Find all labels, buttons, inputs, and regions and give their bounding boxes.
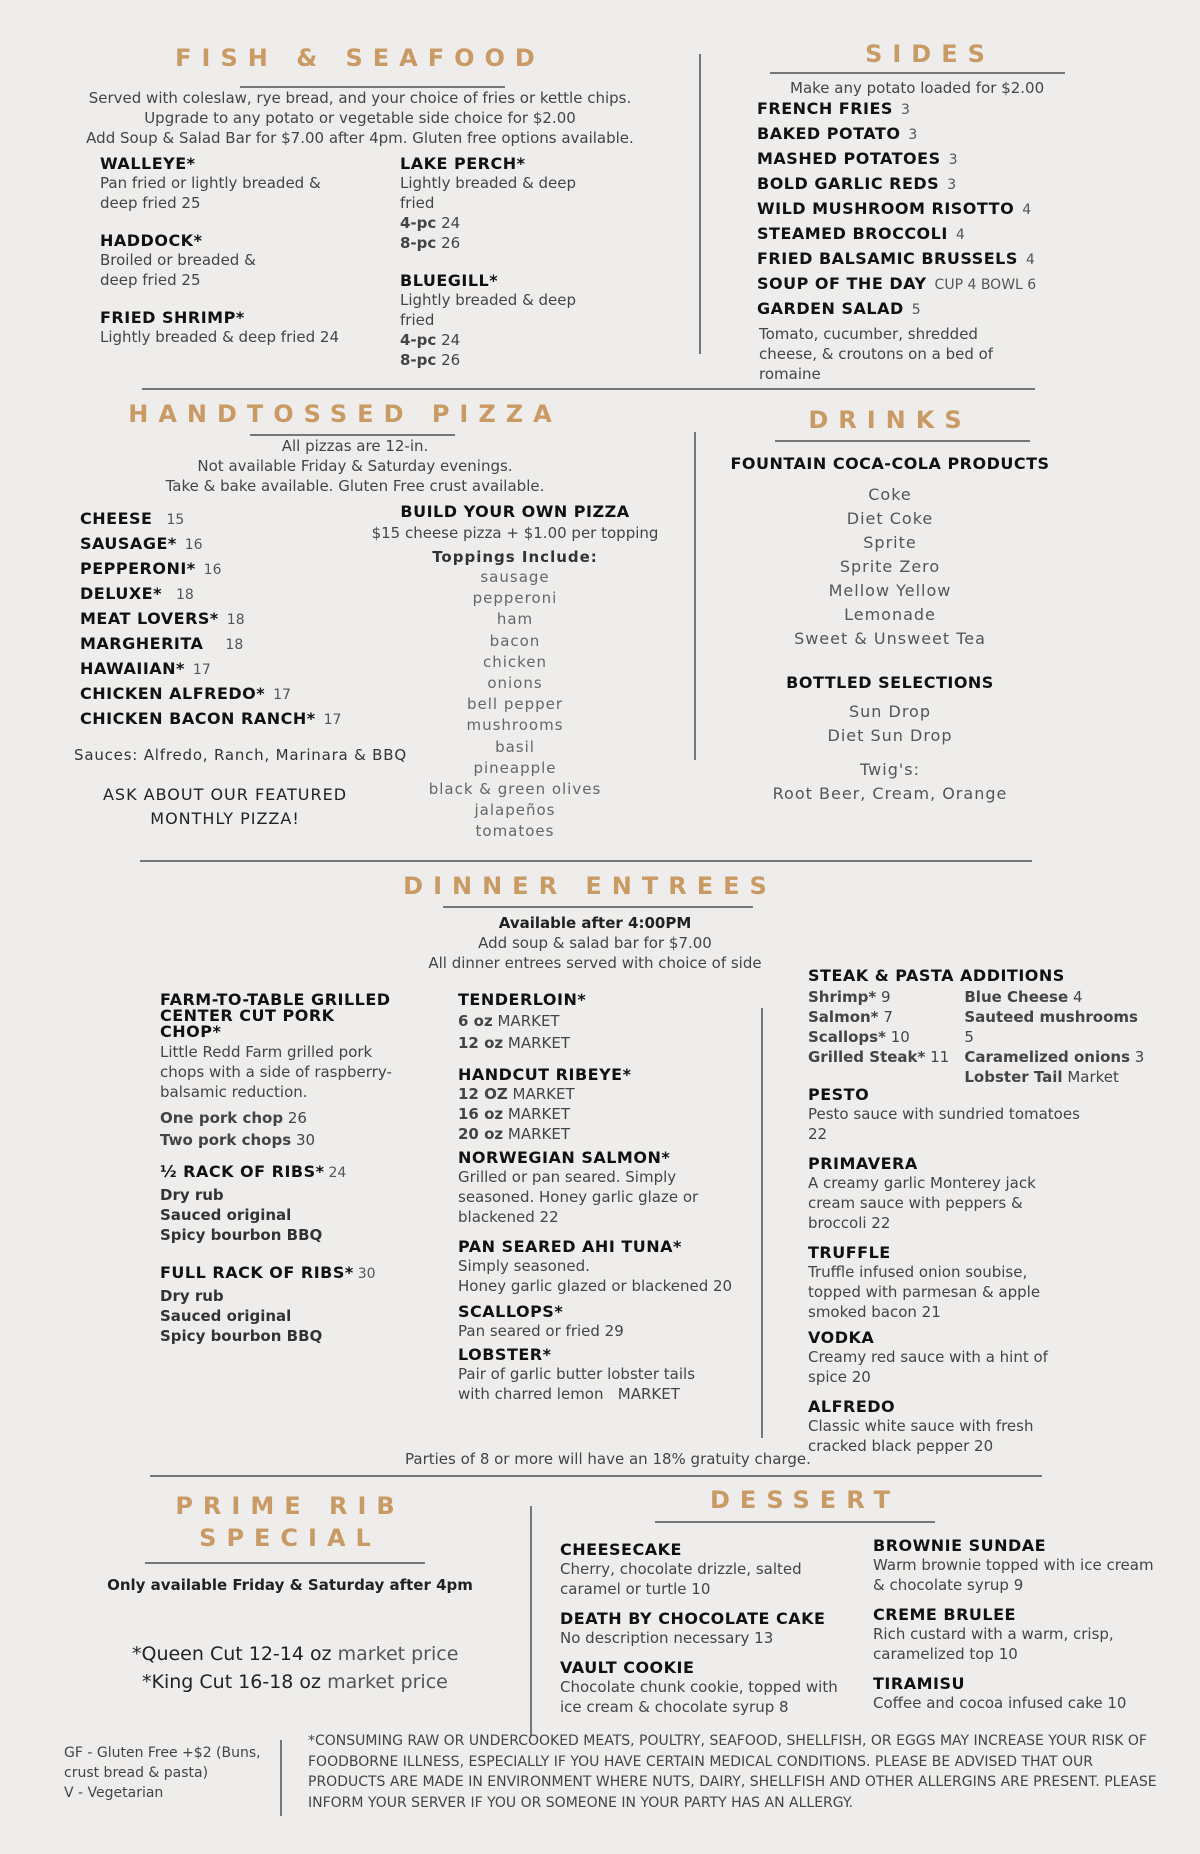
footer-legend	[64, 1743, 279, 1803]
fish-left-col	[100, 154, 345, 347]
pizza-featured	[80, 783, 370, 831]
list-item	[80, 684, 380, 709]
list-item	[757, 199, 1087, 224]
addition-price: 4	[1072, 988, 1083, 1006]
drink: Lemonade	[844, 605, 936, 624]
pasta-desc: Creamy red sauce with a hint of spice 20	[808, 1348, 1048, 1386]
addition-price: 5	[964, 1028, 974, 1046]
pasta-name: TRUFFLE	[808, 1243, 891, 1262]
bluegill-8pc: 8-pc	[400, 351, 437, 369]
tenderloin-6oz: 6 oz	[458, 1012, 493, 1030]
pizza-title: HANDTOSSED PIZZA	[128, 400, 562, 428]
king-cut: *King Cut 16-18 oz	[142, 1671, 322, 1693]
pizza-name: DELUXE*	[80, 584, 162, 603]
list-item	[80, 534, 380, 559]
prime-avail: Only available Friday & Saturday after 4pm	[107, 1576, 473, 1594]
rib-option: Spicy bourbon BBQ	[160, 1226, 323, 1244]
dessert-desc: Chocolate chunk cookie, topped with ice cream & chocolate syrup 8	[560, 1678, 838, 1716]
pasta-desc: Truffle infused onion soubise, topped with parmesan & apple smoked bacon 21	[808, 1263, 1041, 1321]
dessert-name: VAULT COOKIE	[560, 1658, 695, 1677]
list-item	[757, 274, 1087, 299]
pasta-desc: Classic white sauce with fresh cracked black pepper 20	[808, 1417, 1034, 1455]
dessert-desc: Coffee and cocoa infused cake 10	[873, 1694, 1127, 1712]
ribeye-16oz: 16 oz	[458, 1105, 504, 1123]
sides-list	[757, 99, 1087, 384]
legend-item: V - Vegetarian	[64, 1785, 164, 1801]
scallops-title: SCALLOPS*	[458, 1302, 564, 1321]
featured-line: MONTHLY PIZZA!	[150, 809, 300, 828]
toppings-title: Toppings Include:	[432, 548, 598, 566]
fish-right-col	[400, 154, 600, 370]
market-price: market price	[337, 1643, 459, 1665]
tenderloin-title: TENDERLOIN*	[458, 990, 587, 1009]
topping: basil	[495, 737, 535, 756]
topping: pineapple	[473, 758, 557, 777]
fountain-title: FOUNTAIN COCA-COLA PRODUCTS	[730, 454, 1050, 473]
rib-option: Dry rub	[160, 1287, 224, 1305]
topping: pepperoni	[472, 589, 558, 608]
list-item	[757, 174, 1087, 199]
addition-name: Lobster Tail	[964, 1068, 1063, 1086]
rib-options	[160, 1185, 400, 1245]
pasta-desc: Pesto sauce with sundried tomatoes 22	[808, 1105, 1080, 1143]
topping: tomatoes	[475, 822, 555, 841]
rib-option: Spicy bourbon BBQ	[160, 1327, 323, 1345]
divider-vertical	[530, 1506, 532, 1736]
legend-item: GF - Gluten Free +$2 (Buns, crust bread & pasta)	[64, 1745, 261, 1781]
shrimp-name: FRIED SHRIMP*	[100, 308, 245, 327]
prime-cuts	[132, 1640, 458, 1696]
prime-title-underline	[145, 1562, 425, 1564]
fish-note: Add Soup & Salad Bar for $7.00 after 4pm. Gluten free options available.	[86, 129, 634, 147]
pork-one: One pork chop	[160, 1109, 284, 1127]
side-name: WILD MUSHROOM RISOTTO	[757, 199, 1015, 218]
pizza-name: SAUSAGE*	[80, 534, 177, 553]
list-item	[80, 709, 380, 734]
list-item	[757, 299, 1087, 324]
prime-title	[140, 1490, 440, 1554]
full-ribs-title: FULL RACK OF RIBS*	[160, 1263, 354, 1282]
addition-name: Sauteed mushrooms	[964, 1008, 1138, 1026]
haddock-desc: Broiled or breaded & deep fried 25	[100, 251, 256, 289]
salad-desc: Tomato, cucumber, shredded cheese, & croutons on a bed of romaine	[759, 325, 994, 383]
topping: black & green olives	[428, 780, 602, 799]
pizza-price: 16	[184, 537, 203, 553]
sides-note: Make any potato loaded for $2.00	[790, 79, 1045, 97]
market-price: MARKET	[512, 1085, 575, 1103]
pizza-note: All pizzas are 12-in.	[281, 437, 429, 455]
pizza-price: 17	[192, 662, 211, 678]
twigs-list: Root Beer, Cream, Orange	[772, 784, 1008, 803]
list-item	[80, 659, 380, 684]
toppings-list	[370, 567, 660, 843]
perch-4pc-price: 24	[441, 214, 461, 232]
perch-8pc: 8-pc	[400, 234, 437, 252]
pizza-note: Take & bake available. Gluten Free crust available.	[165, 477, 545, 495]
pork-title: FARM-TO-TABLE GRILLED CENTER CUT PORK CHOP*	[160, 990, 391, 1041]
pork-one-price: 26	[287, 1109, 307, 1127]
pizza-price: 18	[225, 637, 244, 653]
pizza-sauces: Sauces: Alfredo, Ranch, Marinara & BBQ	[74, 746, 407, 764]
list-item	[757, 124, 1087, 149]
fish-notes	[80, 88, 640, 148]
full-ribs-price: 30	[357, 1266, 376, 1282]
prime-title-line: PRIME RIB	[175, 1492, 405, 1520]
divider-horizontal	[142, 388, 1035, 390]
additions-grid	[808, 987, 1148, 1087]
pizza-price: 15	[166, 512, 185, 528]
dessert-name: CHEESECAKE	[560, 1540, 682, 1559]
topping: bell pepper	[466, 695, 564, 714]
topping: ham	[496, 610, 534, 629]
pasta-name: PESTO	[808, 1085, 870, 1104]
entrees-title: DINNER ENTREES	[403, 872, 777, 900]
fish-title: FISH & SEAFOOD	[175, 44, 545, 72]
pasta-name: ALFREDO	[808, 1397, 896, 1416]
bluegill-4pc: 4-pc	[400, 331, 437, 349]
pizza-price: 17	[273, 687, 291, 703]
topping: sausage	[480, 568, 550, 586]
drink: Sun Drop	[848, 702, 931, 721]
ribeye-12oz: 12 OZ	[458, 1085, 508, 1103]
perch-8pc-price: 26	[441, 234, 461, 252]
queen-cut: *Queen Cut 12-14 oz	[132, 1643, 332, 1665]
half-ribs-price: 24	[328, 1165, 347, 1181]
salmon-title: NORWEGIAN SALMON*	[458, 1148, 671, 1167]
pizza-price: 16	[203, 562, 222, 578]
additions-block	[808, 966, 1148, 1456]
side-price: 4	[1022, 202, 1032, 218]
pork-two: Two pork chops	[160, 1131, 292, 1149]
perch-name: LAKE PERCH*	[400, 154, 526, 173]
ribeye-20oz: 20 oz	[458, 1125, 504, 1143]
tenderloin-12oz: 12 oz	[458, 1034, 504, 1052]
rib-option: Sauced original	[160, 1206, 292, 1224]
bottled-list	[720, 700, 1060, 748]
addition-price: Market	[1067, 1068, 1119, 1086]
list-item	[757, 99, 1087, 124]
dessert-desc: Warm brownie topped with ice cream & chocolate syrup 9	[873, 1556, 1154, 1594]
perch-4pc: 4-pc	[400, 214, 437, 232]
dessert-name: BROWNIE SUNDAE	[873, 1536, 1047, 1555]
list-item	[80, 559, 380, 584]
lobster-desc: Pair of garlic butter lobster tails with charred lemon MARKET	[458, 1365, 700, 1403]
dessert-right	[873, 1536, 1173, 1713]
drink: Diet Sun Drop	[827, 726, 953, 745]
pizza-name: CHICKEN BACON RANCH*	[80, 709, 316, 728]
market-price: market price	[327, 1671, 448, 1693]
rib-option: Dry rub	[160, 1186, 224, 1204]
topping: onions	[487, 674, 543, 693]
divider-horizontal	[140, 860, 1032, 862]
pizza-name: MARGHERITA	[80, 634, 204, 653]
bluegill-8pc-price: 26	[441, 351, 461, 369]
side-name: BAKED POTATO	[757, 124, 901, 143]
entrees-col-1	[160, 992, 400, 1346]
side-price: 4	[1025, 252, 1035, 268]
pizza-price: 18	[226, 612, 245, 628]
haddock-name: HADDOCK*	[100, 231, 203, 250]
divider-vertical	[699, 54, 701, 354]
side-price: 3	[908, 127, 918, 143]
walleye-name: WALLEYE*	[100, 154, 196, 173]
market-price: MARKET	[507, 1034, 571, 1052]
featured-line: ASK ABOUT OUR FEATURED	[102, 785, 348, 804]
side-name: FRIED BALSAMIC BRUSSELS	[757, 249, 1018, 268]
dessert-title-underline	[655, 1521, 935, 1523]
pizza-name: CHICKEN ALFREDO*	[80, 684, 266, 703]
list-item	[80, 584, 380, 609]
drinks-block	[720, 454, 1060, 806]
addition-name: Scallops*	[808, 1028, 886, 1046]
side-price: CUP 4 BOWL 6	[934, 277, 1037, 293]
pizza-name: PEPPERONI*	[80, 559, 196, 578]
bluegill-name: BLUEGILL*	[400, 271, 499, 290]
fountain-list	[720, 483, 1060, 651]
drink: Sprite Zero	[839, 557, 941, 576]
pasta-list	[808, 1085, 1078, 1456]
side-name: FRENCH FRIES	[757, 99, 893, 118]
side-name: MASHED POTATOES	[757, 149, 941, 168]
perch-desc: Lightly breaded & deep fried	[400, 174, 577, 212]
side-price: 3	[900, 102, 910, 118]
topping: chicken	[482, 652, 548, 671]
topping: mushrooms	[466, 716, 564, 735]
pizza-note: Not available Friday & Saturday evenings.	[197, 457, 513, 475]
pasta-name: PRIMAVERA	[808, 1154, 918, 1173]
addition-name: Grilled Steak*	[808, 1048, 926, 1066]
divider-vertical	[694, 432, 696, 760]
entrees-notes	[400, 913, 790, 973]
dessert-left	[560, 1540, 850, 1717]
byo-block	[370, 502, 660, 843]
additions-right	[964, 987, 1148, 1087]
twigs-label: Twig's:	[860, 760, 920, 779]
scallops-desc: Pan seared or fried 29	[458, 1322, 624, 1340]
market-price: MARKET	[497, 1012, 560, 1030]
byo-price: $15 cheese pizza + $1.00 per topping	[371, 524, 659, 542]
pizza-name: MEAT LOVERS*	[80, 609, 219, 628]
side-name: GARDEN SALAD	[757, 299, 904, 318]
drinks-title-underline	[775, 440, 1030, 442]
salmon-desc: Grilled or pan seared. Simply seasoned. Honey garlic glaze or blackened 22	[458, 1168, 699, 1226]
half-ribs-title: ½ RACK OF RIBS*	[160, 1162, 325, 1181]
pork-desc: Little Redd Farm grilled pork chops with a side of raspberry-balsamic reduction.	[160, 1043, 392, 1101]
dessert-title: DESSERT	[710, 1486, 900, 1514]
drinks-title: DRINKS	[808, 406, 972, 434]
ribeye-title: HANDCUT RIBEYE*	[458, 1065, 632, 1084]
pizza-list	[80, 509, 380, 734]
addition-price: 10	[890, 1028, 910, 1046]
pasta-desc: A creamy garlic Monterey jack cream sauce with peppers & broccoli 22	[808, 1174, 1036, 1232]
side-name: STEAMED BROCCOLI	[757, 224, 948, 243]
entrees-col-2	[458, 990, 748, 1404]
bottled-title: BOTTLED SELECTIONS	[786, 673, 994, 692]
dessert-desc: Cherry, chocolate drizzle, salted caramel or turtle 10	[560, 1560, 802, 1598]
dessert-name: CREME BRULEE	[873, 1605, 1016, 1624]
tuna-desc-2: Honey garlic glazed or blackened 20	[458, 1277, 733, 1295]
side-price: 3	[947, 177, 957, 193]
addition-name: Salmon*	[808, 1008, 879, 1026]
topping: jalapeños	[474, 801, 556, 820]
list-item	[757, 249, 1087, 274]
entrees-soup: Add soup & salad bar for $7.00	[478, 934, 712, 952]
side-name: SOUP OF THE DAY	[757, 274, 927, 293]
pizza-notes	[110, 436, 600, 496]
walleye-desc: Pan fried or lightly breaded & deep fried 25	[100, 174, 321, 212]
dessert-name: DEATH BY CHOCOLATE CAKE	[560, 1609, 826, 1628]
addition-price: 11	[930, 1048, 950, 1066]
topping: bacon	[489, 631, 541, 650]
market-price: MARKET	[507, 1125, 571, 1143]
pizza-price: 18	[175, 587, 194, 603]
divider-vertical	[761, 1008, 763, 1438]
entrees-title-underline	[443, 906, 753, 908]
side-price: 5	[911, 302, 921, 318]
prime-title-line: SPECIAL	[199, 1524, 381, 1552]
drink: Diet Coke	[846, 509, 934, 528]
divider-horizontal	[150, 1475, 1042, 1477]
side-price: 4	[955, 227, 965, 243]
side-price: 3	[948, 152, 958, 168]
tuna-desc-1: Simply seasoned.	[458, 1257, 590, 1275]
sides-title-underline	[770, 72, 1065, 74]
additions-left	[808, 987, 964, 1087]
list-item	[80, 634, 380, 659]
drink: Sweet & Unsweet Tea	[794, 629, 986, 648]
addition-name: Blue Cheese	[964, 988, 1069, 1006]
drink: Coke	[868, 485, 912, 504]
fish-note: Served with coleslaw, rye bread, and your choice of fries or kettle chips.	[88, 89, 632, 107]
addition-price: 3	[1134, 1048, 1145, 1066]
addition-price: 9	[881, 988, 891, 1006]
list-item	[80, 609, 380, 634]
sides-title: SIDES	[865, 40, 995, 68]
pizza-price: 17	[323, 712, 342, 728]
addition-name: Shrimp*	[808, 988, 877, 1006]
side-name: BOLD GARLIC REDS	[757, 174, 940, 193]
entrees-available: Available after 4:00PM	[498, 914, 692, 932]
pizza-name: CHEESE	[80, 509, 153, 528]
tuna-title: PAN SEARED AHI TUNA*	[458, 1237, 682, 1256]
byo-title: BUILD YOUR OWN PIZZA	[400, 502, 630, 521]
gratuity-note: Parties of 8 or more will have an 18% gratuity charge.	[405, 1450, 811, 1468]
pork-two-price: 30	[295, 1131, 316, 1149]
market-price: MARKET	[507, 1105, 571, 1123]
pasta-name: VODKA	[808, 1328, 875, 1347]
fish-note: Upgrade to any potato or vegetable side choice for $2.00	[144, 109, 576, 127]
list-item	[80, 509, 380, 534]
drink: Mellow Yellow	[828, 581, 952, 600]
bluegill-desc: Lightly breaded & deep fried	[400, 291, 577, 329]
list-item	[757, 224, 1087, 249]
lobster-title: LOBSTER*	[458, 1345, 552, 1364]
shrimp-desc: Lightly breaded & deep fried 24	[100, 328, 340, 346]
divider-vertical	[280, 1740, 282, 1816]
drink: Sprite	[863, 533, 917, 552]
dessert-desc: Rich custard with a warm, crisp, caramelized top 10	[873, 1625, 1114, 1663]
dessert-desc: No description necessary 13	[560, 1629, 774, 1647]
bluegill-4pc-price: 24	[441, 331, 461, 349]
dessert-name: TIRAMISU	[873, 1674, 965, 1693]
entrees-side: All dinner entrees served with choice of side	[428, 954, 762, 972]
additions-title: STEAK & PASTA ADDITIONS	[808, 966, 1065, 985]
addition-price: 7	[883, 1008, 893, 1026]
rib-option: Sauced original	[160, 1307, 292, 1325]
pizza-name: HAWAIIAN*	[80, 659, 185, 678]
allergy-warning: *CONSUMING RAW OR UNDERCOOKED MEATS, POULTRY, SEAFOOD, SHELLFISH, OR EGGS MAY INCREASE YOUR RISK OF FOODBORNE ILLNESS, ESPECIALLY IF YOU HAVE CERTAIN MEDICAL CONDITIONS. PLEASE BE ADVISED THAT OUR PRODUCTS ARE MADE IN ENVIRONMENT WHERE NUTS, DAIRY, SHELLFISH AND OTHER ALLERGINS ARE PRESENT. PLEASE INFORM YOUR SERVER IF YOU OR SOMEONE IN YOUR PARTY HAS AN ALLERGY.	[308, 1733, 1157, 1811]
addition-name: Caramelized onions	[964, 1048, 1131, 1066]
list-item	[757, 149, 1087, 174]
rib-options	[160, 1286, 400, 1346]
